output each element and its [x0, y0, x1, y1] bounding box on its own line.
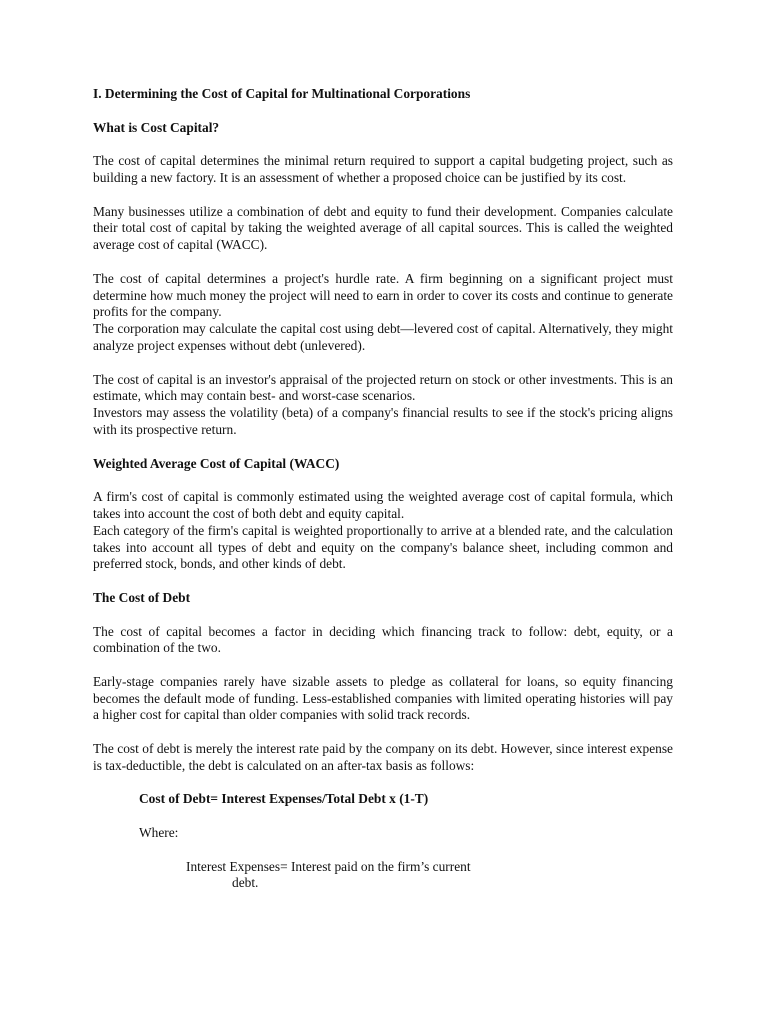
- paragraph: Each category of the firm's capital is weighted proportionally to arrive at a blended rate, and the calculation takes into account all types of debt and equity on the company's balance sheet, including common and preferred stock, bonds, and other kinds of debt.: [93, 522, 673, 572]
- paragraph: The cost of capital determines the minimal return required to support a capital budgeting project, such as building a new factory. It is an assessment of whether a proposed choice can be justified by its cost.: [93, 153, 673, 185]
- paragraph: Many businesses utilize a combination of debt and equity to fund their development. Companies calculate their total cost of capital by taking the weighted average of all capital sources. This is called the weighted average cost of capital (WACC).: [93, 203, 673, 253]
- section-heading-what-is: What is Cost Capital?: [93, 119, 220, 135]
- paragraph: Investors may assess the volatility (beta) of a company's financial results to see if the stock's pricing aligns with its prospective return.: [93, 405, 673, 437]
- paragraph: The cost of debt is merely the interest rate paid by the company on its debt. However, since interest expense is tax-deductible, the debt is calculated on an after-tax basis as follows:: [93, 741, 673, 773]
- section-heading-wacc: Weighted Average Cost of Capital (WACC): [93, 455, 340, 471]
- paragraph: The cost of capital is an investor's appraisal of the projected return on stock or other investments. This is an estimate, which may contain best- and worst-case scenarios.: [93, 371, 673, 404]
- definition-interest-expenses: [186, 859, 526, 893]
- section-heading-cost-of-debt: The Cost of Debt: [93, 589, 191, 605]
- document-title: I. Determining the Cost of Capital for Multinational Corporations: [93, 86, 471, 101]
- paragraph: Early-stage companies rarely have sizable assets to pledge as collateral for loans, so equity financing becomes the default mode of funding. Less-established companies with limited operating histories will pay a higher cost for capital than older companies with solid track records.: [93, 673, 673, 723]
- paragraph: The cost of capital determines a project's hurdle rate. A firm beginning on a significant project must determine how much money the project will need to earn in order to cover its costs and continue to generate profits for the company.: [93, 270, 673, 320]
- definition-line: Interest Expenses= Interest paid on the firm’s current: [186, 858, 471, 874]
- cost-of-debt-formula: Cost of Debt= Interest Expenses/Total Debt x (1-T): [139, 791, 429, 807]
- where-label: Where:: [139, 825, 179, 841]
- paragraph: The cost of capital becomes a factor in deciding which financing track to follow: debt, equity, or a combination of the two.: [93, 623, 673, 656]
- paragraph: A firm's cost of capital is commonly estimated using the weighted average cost of capital formula, which takes into account the cost of both debt and equity capital.: [93, 489, 673, 521]
- paragraph: The corporation may calculate the capital cost using debt—levered cost of capital. Alternatively, they might analyze project expenses without debt (unlevered).: [93, 321, 673, 353]
- definition-line-continued: debt.: [232, 875, 259, 891]
- document-page: [93, 86, 673, 892]
